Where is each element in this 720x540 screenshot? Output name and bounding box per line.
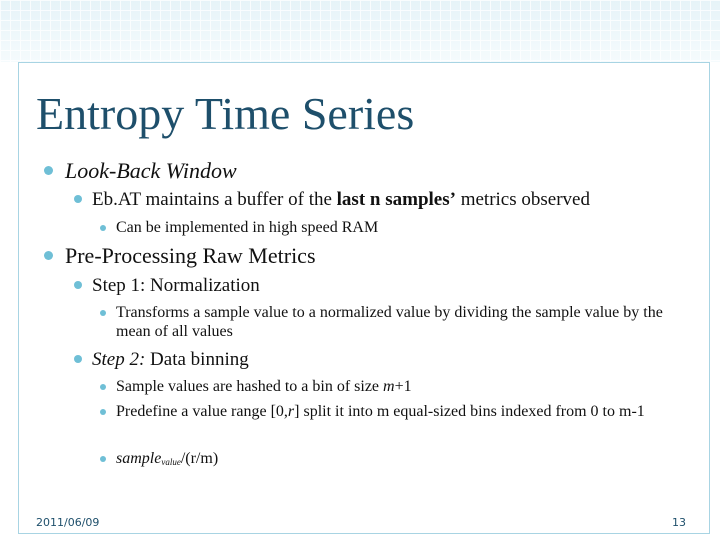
bullet-value-range [100, 402, 680, 421]
text-segment: ] split it into m equal-sized bins indexed from 0 to m-1 [294, 403, 645, 420]
bullet-pre-processing [44, 243, 316, 269]
bullet-text [92, 348, 249, 371]
bullet-dot-icon [100, 225, 106, 231]
bullet-dot-icon [100, 456, 106, 462]
text-italic-segment: Step 2: [92, 349, 146, 370]
bullet-text [116, 402, 676, 421]
text-italic-segment: sample [116, 450, 162, 467]
bullet-text: Look-Back Window [65, 158, 237, 183]
bullet-text [116, 377, 412, 396]
text-italic-segment: r [287, 403, 295, 420]
bullet-sample-formula [100, 449, 218, 472]
text-segment: Sample values are hashed to a bin of size [116, 378, 384, 395]
bullet-transforms [100, 303, 680, 341]
bullet-text [92, 188, 590, 211]
bullet-dot-icon [74, 281, 82, 289]
bullet-dot-icon [100, 409, 106, 415]
bullet-high-speed-ram [100, 218, 378, 237]
title-divider [18, 62, 710, 63]
text-segment: Data binning [145, 349, 249, 370]
text-segment: Predefine a value range [0, [116, 403, 288, 420]
bullet-step2-binning [74, 348, 249, 371]
footer-date: 2011/06/09 [36, 516, 100, 529]
bullet-hashed-bin [100, 377, 412, 396]
bullet-text: Can be implemented in high speed RAM [116, 219, 379, 236]
slide-title: Entropy Time Series [36, 88, 415, 139]
text-segment: Eb.AT maintains a buffer of the [92, 189, 337, 210]
text-bold-segment: last n samples’ [336, 189, 456, 210]
bullet-text: Pre-Processing Raw Metrics [65, 243, 316, 268]
bullet-text [116, 449, 218, 472]
bullet-dot-icon [100, 384, 106, 390]
text-italic-segment: m [383, 378, 395, 395]
text-subscript-segment: value [161, 457, 181, 467]
bullet-dot-icon [44, 251, 53, 260]
bullet-dot-icon [74, 195, 82, 203]
bullet-dot-icon [44, 166, 53, 175]
bullet-text: Step 1: Normalization [92, 275, 260, 296]
text-segment: +1 [394, 378, 412, 395]
bullet-ebat-buffer [74, 188, 590, 211]
bullet-look-back-window [44, 158, 237, 184]
bullet-text: Transforms a sample value to a normalized value by dividing the sample value by the mean of all values [116, 304, 663, 340]
footer-page-number: 13 [672, 516, 686, 529]
text-segment: metrics observed [455, 189, 590, 210]
bullet-dot-icon [74, 355, 82, 363]
bullet-step1-normalization [74, 274, 260, 297]
text-segment: /(r/m) [180, 450, 219, 467]
header-grid-pattern [0, 0, 720, 62]
bullet-dot-icon [100, 310, 106, 316]
